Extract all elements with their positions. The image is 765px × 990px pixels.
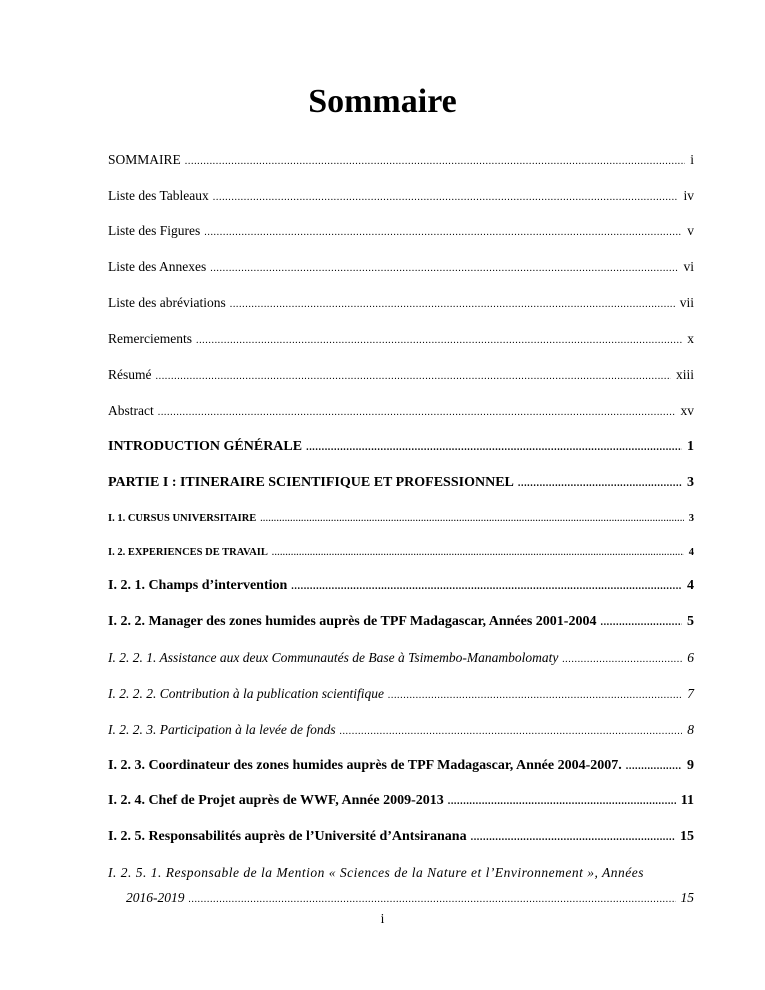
toc-label: I. 2. 2. Manager des zones humides auprès de TPF Madagascar, Années 2001-2004: [108, 614, 597, 629]
toc-entry[interactable]: [108, 509, 694, 528]
toc-page: x: [687, 331, 694, 346]
toc-page: vii: [679, 295, 694, 310]
toc-page: 7: [687, 686, 694, 701]
toc-label: Abstract: [108, 403, 154, 418]
toc-page: xiii: [675, 367, 694, 382]
toc-page: 3: [687, 475, 694, 490]
toc-entry[interactable]: [108, 613, 694, 632]
toc-leader: [210, 260, 678, 278]
toc-label: I. 2. 4. Chef de Projet auprès de WWF, Année 2009-2013: [108, 793, 444, 808]
toc-page: 1: [687, 439, 694, 454]
toc-page: vi: [683, 259, 694, 274]
toc-leader: [626, 758, 682, 776]
toc-label: PARTIE I : ITINERAIRE SCIENTIFIQUE ET PROFESSIONNEL: [108, 475, 514, 490]
toc-entry[interactable]: [108, 577, 694, 596]
toc-label: I. 2. 5. Responsabilités auprès de l’Université d’Antsiranana: [108, 829, 467, 844]
toc-entry[interactable]: [108, 474, 694, 493]
toc-leader: [213, 189, 679, 207]
toc-label: INTRODUCTION GÉNÉRALE: [108, 439, 303, 454]
toc-label: I. 2. 1. Champs d’intervention: [108, 578, 288, 593]
toc-page: xv: [680, 403, 694, 418]
toc-entry[interactable]: [108, 366, 694, 386]
toc-entry[interactable]: [108, 330, 694, 350]
toc-entry[interactable]: [108, 151, 694, 171]
toc-entry[interactable]: [108, 649, 694, 669]
toc-label: I. 1. CURSUS UNIVERSITAIRE: [108, 513, 257, 524]
toc-label: Liste des Figures: [108, 223, 201, 238]
toc-entry-wrapped-line1[interactable]: I. 2. 5. 1. Responsable de la Mention « Sciences de la Nature et l’Environnement », Années: [108, 865, 645, 880]
toc-leader: [448, 793, 676, 811]
toc-entry[interactable]: [108, 792, 694, 811]
toc-leader: [156, 368, 671, 386]
toc-leader: [518, 475, 682, 493]
toc-leader: [189, 891, 676, 909]
toc-page: iv: [683, 188, 694, 203]
toc-leader: [306, 439, 682, 457]
toc-leader: [204, 224, 682, 242]
toc-entry[interactable]: [108, 757, 694, 776]
toc-leader: [158, 404, 676, 422]
toc-label: I. 2. 2. 3. Participation à la levée de fonds: [108, 722, 336, 737]
toc-page: v: [687, 223, 694, 238]
toc-leader: [600, 614, 682, 632]
toc-page: 11: [680, 793, 694, 808]
toc-label: 2016-2019: [126, 890, 185, 905]
toc-leader: [388, 687, 682, 705]
toc-label: I. 2. 3. Coordinateur des zones humides auprès de TPF Madagascar, Année 2004-2007.: [108, 758, 622, 773]
toc-page: 5: [687, 614, 694, 629]
toc-page: 9: [687, 758, 694, 773]
toc-leader: [291, 578, 682, 596]
toc-page: 15: [680, 829, 694, 844]
toc-entry[interactable]: [108, 187, 694, 207]
toc-label: Remerciements: [108, 331, 192, 346]
toc-page: i: [690, 152, 694, 167]
toc-leader: [185, 153, 685, 171]
toc-label: Résumé: [108, 367, 152, 382]
toc-entry-wrapped-line2[interactable]: [126, 889, 694, 909]
toc-leader: [196, 332, 682, 350]
toc-entry[interactable]: [108, 402, 694, 422]
toc-entry[interactable]: [108, 294, 694, 314]
toc-label: Liste des Tableaux: [108, 188, 209, 203]
toc-label: Liste des Annexes: [108, 259, 207, 274]
toc-label: I. 2. EXPERIENCES DE TRAVAIL: [108, 547, 268, 558]
toc-label: Liste des abréviations: [108, 295, 226, 310]
toc-leader: [340, 723, 683, 741]
toc-page: 4: [688, 547, 694, 558]
toc-entry[interactable]: [108, 222, 694, 242]
toc-label: SOMMAIRE: [108, 152, 181, 167]
toc-label: I. 2. 2. 2. Contribution à la publication scientifique: [108, 686, 384, 701]
toc-leader: [471, 829, 675, 847]
toc-page: 6: [687, 650, 694, 665]
toc-entry[interactable]: [108, 828, 694, 847]
toc-leader: [230, 296, 675, 314]
page-number: i: [380, 911, 385, 926]
toc-entry[interactable]: [108, 721, 694, 741]
toc-page: 8: [687, 722, 694, 737]
toc-leader: [272, 543, 684, 561]
toc-entry[interactable]: [108, 438, 694, 457]
toc-label: I. 2. 2. 1. Assistance aux deux Communautés de Base à Tsimembo-Manambolomaty: [108, 650, 559, 665]
toc-page: 4: [687, 578, 694, 593]
toc-page: 15: [680, 890, 694, 905]
toc-leader: [260, 509, 683, 527]
toc-leader: [562, 651, 682, 669]
page-title: Sommaire: [308, 83, 457, 120]
toc-page: 3: [688, 513, 694, 524]
toc-entry[interactable]: [108, 685, 694, 705]
toc-entry[interactable]: [108, 543, 694, 562]
toc-entry[interactable]: [108, 258, 694, 278]
